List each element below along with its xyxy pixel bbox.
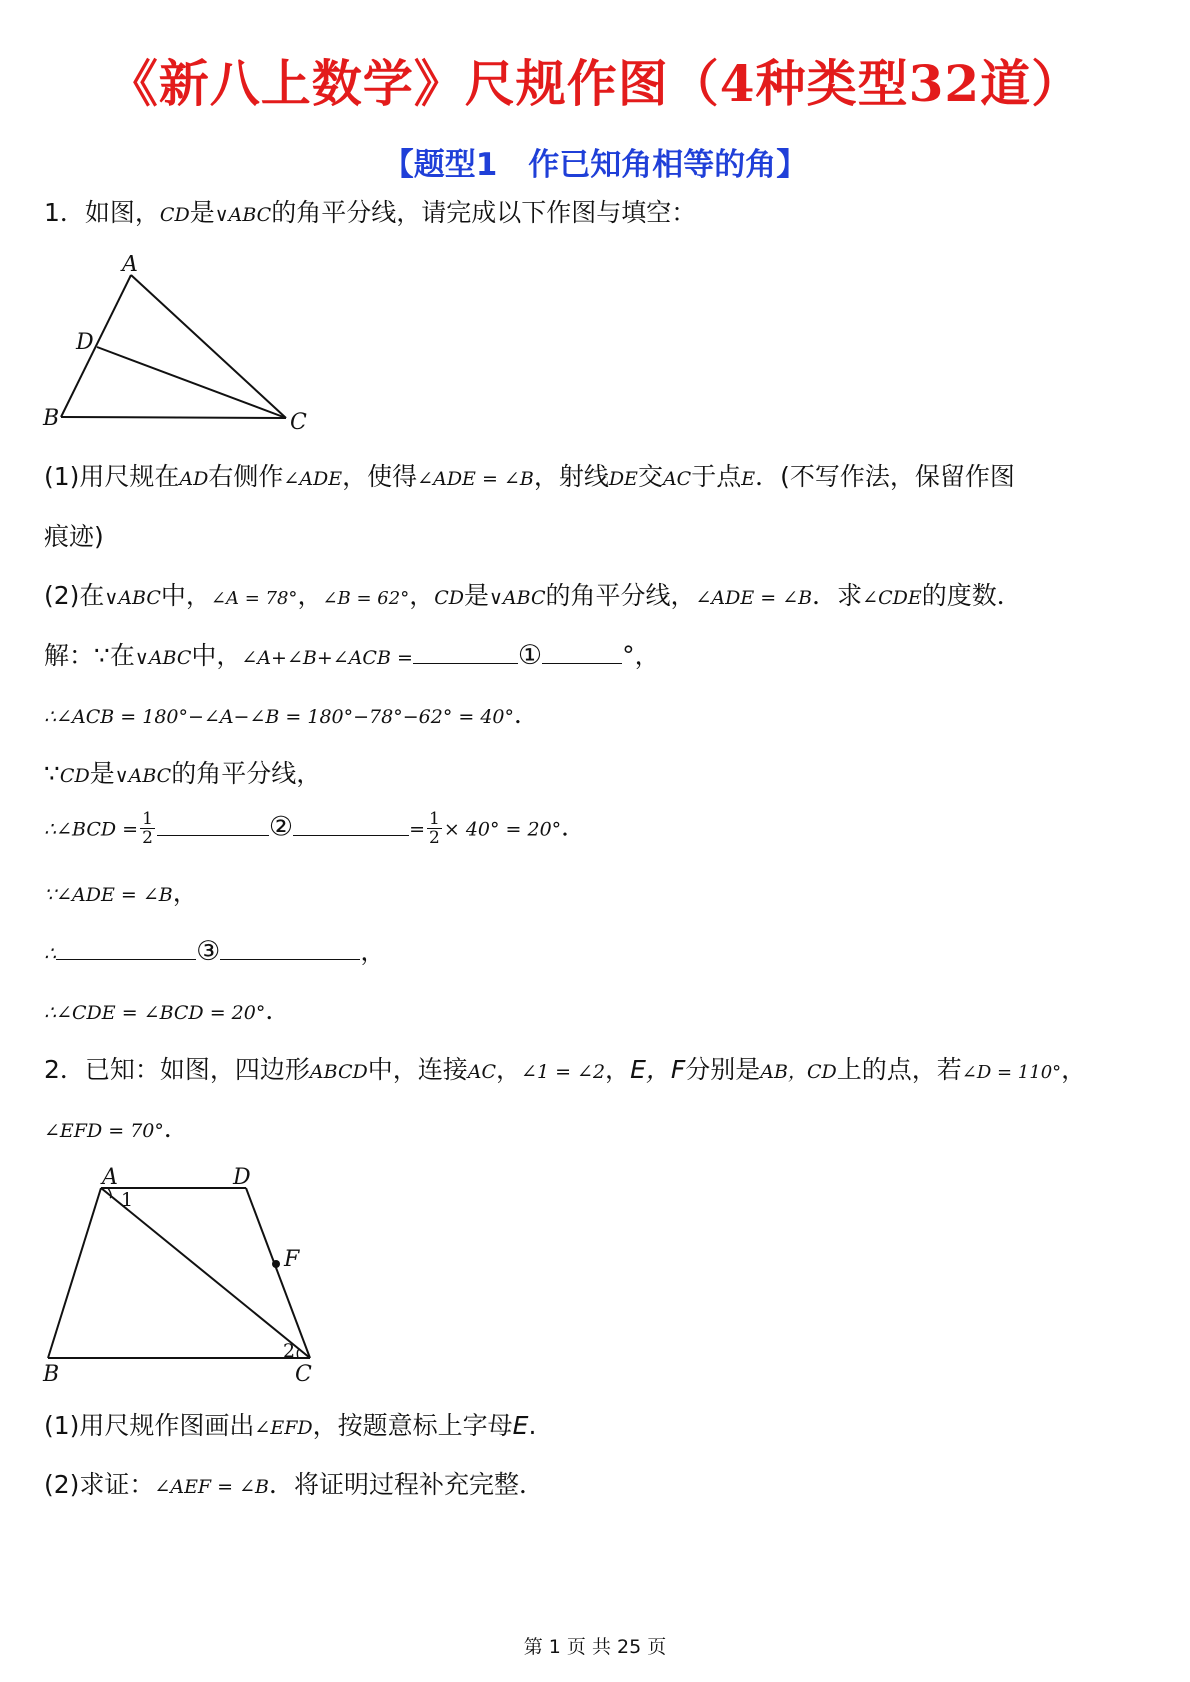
solution-line-7: ∴∠CDE = ∠BCD = 20°． bbox=[44, 996, 291, 1025]
page-footer: 第 1 页 共 25 页 bbox=[523, 1636, 667, 1658]
q1-part1-cont: 痕迹) bbox=[44, 522, 104, 551]
fraction-half-2: $\frac{1}{2}$ bbox=[429, 809, 440, 848]
answer-blank-2a[interactable] bbox=[157, 813, 269, 836]
vertex-label-a: A bbox=[102, 1165, 118, 1190]
fraction-half: $\frac{1}{2}$ bbox=[142, 809, 153, 848]
answer-blank-1a[interactable] bbox=[413, 641, 518, 664]
q1-triangle-figure bbox=[30, 255, 350, 445]
solution-line-2: ∴∠ACB = 180°−∠A−∠B = 180°−78°−62° = 40°． bbox=[44, 700, 540, 729]
vertex-label-c: C bbox=[295, 1362, 312, 1387]
page-title: 《新八上数学》尺规作图（4种类型32道） bbox=[107, 54, 1083, 113]
q1-stem: 1．如图，CD是∨ABC的角平分线，请完成以下作图与填空： bbox=[44, 198, 697, 227]
solution-line-4: ∴∠BCD = $\frac{1}{2}$ ② = $\frac{1}{2}$ × 40° = 20°． bbox=[44, 809, 587, 848]
vertex-label-d: D bbox=[233, 1165, 251, 1190]
answer-blank-3b[interactable] bbox=[220, 937, 360, 960]
angle-label-2: 2 bbox=[283, 1340, 296, 1362]
answer-blank-3a[interactable] bbox=[56, 937, 196, 960]
solution-line-3: ∵CD是∨ABC的角平分线， bbox=[44, 759, 322, 788]
q2-stem-cont: ∠EFD = 70°． bbox=[44, 1114, 189, 1143]
q2-stem: 2．已知：如图，四边形ABCD中，连接AC，∠1 = ∠2，E，F分别是AB，CD上的点，若∠D = 110°， bbox=[44, 1055, 1087, 1084]
solution-line-6: ∴ ③ ， bbox=[44, 936, 386, 967]
section-heading: 【题型1 作已知角相等的角】 bbox=[382, 147, 808, 183]
vertex-label-b: B bbox=[43, 1362, 60, 1387]
angle-label-1: 1 bbox=[121, 1189, 134, 1211]
q2-part1: (1)用尺规作图画出∠EFD，按题意标上字母E. bbox=[44, 1411, 537, 1440]
q1-part1: (1)用尺规在AD右侧作∠ADE，使得∠ADE = ∠B，射线DE交AC于点E．(不写作法，保留作图 bbox=[44, 462, 1015, 491]
solution-line-1: 解：∵在∨ABC中，∠A+∠B+∠ACB = ① °， bbox=[44, 640, 660, 671]
vertex-label-b: B bbox=[43, 406, 60, 431]
vertex-label-c: C bbox=[290, 410, 307, 435]
vertex-label-d: D bbox=[76, 330, 94, 355]
solution-line-5: ∵∠ADE = ∠B， bbox=[44, 878, 198, 907]
q1-part2: (2)在∨ABC中，∠A = 78°，∠B = 62°，CD是∨ABC的角平分线，∠ADE = ∠B．求∠CDE的度数． bbox=[44, 581, 1022, 610]
vertex-label-a: A bbox=[122, 255, 138, 277]
answer-blank-2b[interactable] bbox=[293, 813, 409, 836]
point-label-f: F bbox=[284, 1247, 300, 1272]
q2-quadrilateral-figure bbox=[30, 1160, 350, 1395]
q2-part2: (2)求证：∠AEF = ∠B．将证明过程补充完整． bbox=[44, 1470, 545, 1499]
answer-blank-1b[interactable] bbox=[542, 641, 622, 664]
